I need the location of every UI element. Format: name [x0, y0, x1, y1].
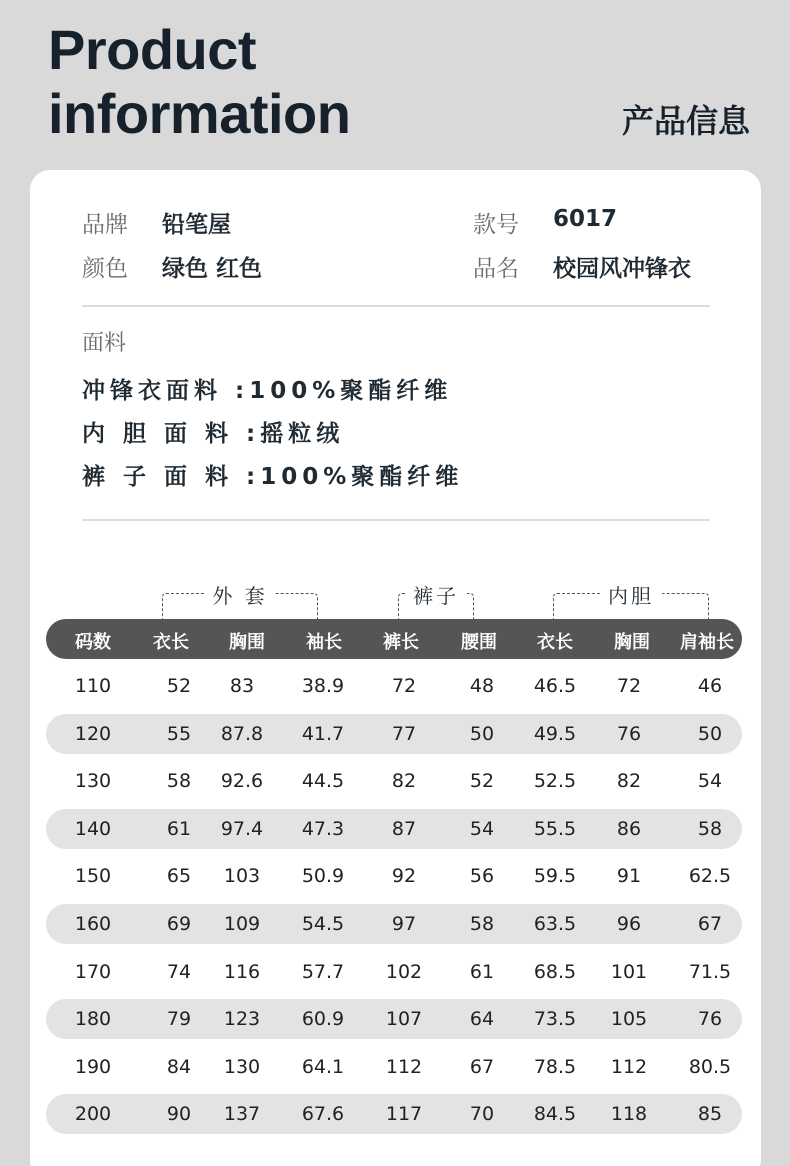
cell-lining-chest: 96 — [616, 913, 642, 935]
name-label: 品名 — [473, 256, 519, 282]
cell-size: 120 — [74, 722, 112, 745]
cell-jacket-sleeve: 64.1 — [301, 1055, 345, 1078]
divider-bottom — [82, 519, 710, 521]
color-label: 颜色 — [82, 256, 128, 282]
cell-jacket-chest: 87.8 — [220, 722, 264, 745]
cell-pants-waist: 56 — [469, 865, 495, 888]
header-lining-chest: 胸围 — [614, 632, 650, 653]
group-jacket-label: 外 套 — [204, 580, 275, 609]
product-card — [30, 170, 761, 1166]
group-pants-label: 裤子 — [405, 580, 467, 609]
cell-jacket-length: 90 — [166, 1103, 192, 1126]
title-line-2: information — [48, 82, 351, 145]
cell-lining-chest: 82 — [616, 770, 642, 793]
table-row — [46, 952, 742, 992]
cell-jacket-chest: 97.4 — [220, 817, 264, 840]
cell-jacket-length: 84 — [166, 1055, 192, 1078]
cell-jacket-sleeve: 38.9 — [301, 675, 345, 697]
cell-lining-chest: 76 — [616, 722, 642, 745]
page-title-cn: 产品信息 — [621, 102, 750, 140]
fabric-line-lining: 内 胆 面 料 :摇粒绒 — [82, 421, 345, 447]
group-lining — [553, 584, 709, 621]
cell-jacket-length: 79 — [166, 1008, 192, 1031]
cell-lining-length: 78.5 — [533, 1055, 577, 1078]
cell-jacket-sleeve: 60.9 — [301, 1008, 345, 1031]
table-row — [46, 1047, 742, 1087]
cell-pants-length: 87 — [391, 817, 417, 840]
cell-pants-waist: 48 — [469, 675, 495, 697]
cell-lining-shoulder-sleeve: 58 — [697, 817, 723, 840]
fabric-line-pants: 裤 子 面 料 :100%聚酯纤维 — [82, 464, 464, 490]
cell-jacket-length: 61 — [166, 817, 192, 840]
cell-lining-chest: 86 — [616, 817, 642, 840]
cell-lining-length: 68.5 — [533, 960, 577, 983]
header-jacket-sleeve: 袖长 — [306, 632, 342, 653]
cell-lining-chest: 112 — [610, 1055, 648, 1078]
cell-pants-length: 107 — [385, 1008, 423, 1031]
fabric-label: 面料 — [82, 331, 127, 356]
table-row — [46, 809, 742, 849]
header-pants-waist: 腰围 — [461, 632, 497, 653]
cell-jacket-length: 69 — [166, 913, 192, 935]
cell-pants-length: 77 — [391, 722, 417, 745]
cell-size: 190 — [74, 1055, 112, 1078]
page-title-en — [48, 18, 350, 146]
cell-lining-length: 84.5 — [533, 1103, 577, 1126]
header-jacket-chest: 胸围 — [229, 632, 265, 653]
cell-pants-waist: 64 — [469, 1008, 495, 1031]
cell-lining-chest: 105 — [610, 1008, 648, 1031]
table-row — [46, 856, 742, 896]
cell-lining-chest: 72 — [616, 675, 642, 697]
cell-jacket-length: 52 — [166, 675, 192, 697]
cell-lining-chest: 118 — [610, 1103, 648, 1126]
brand-label: 品牌 — [82, 212, 128, 238]
cell-jacket-chest: 83 — [229, 675, 255, 697]
fabric-line-jacket: 冲锋衣面料 :100%聚酯纤维 — [82, 378, 453, 404]
group-jacket — [162, 584, 318, 621]
cell-jacket-sleeve: 67.6 — [301, 1103, 345, 1126]
cell-lining-shoulder-sleeve: 62.5 — [688, 865, 732, 888]
cell-lining-shoulder-sleeve: 85 — [697, 1103, 723, 1126]
header-size: 码数 — [75, 632, 111, 653]
cell-lining-shoulder-sleeve: 54 — [697, 770, 723, 793]
cell-pants-length: 82 — [391, 770, 417, 793]
group-pants — [398, 584, 474, 621]
cell-jacket-length: 55 — [166, 722, 192, 745]
cell-jacket-chest: 92.6 — [220, 770, 264, 793]
cell-lining-shoulder-sleeve: 46 — [697, 675, 723, 697]
cell-lining-shoulder-sleeve: 76 — [697, 1008, 723, 1031]
table-row — [46, 714, 742, 754]
group-lining-label: 内胆 — [600, 580, 662, 609]
cell-jacket-sleeve: 57.7 — [301, 960, 345, 983]
cell-size: 130 — [74, 770, 112, 793]
cell-pants-waist: 67 — [469, 1055, 495, 1078]
cell-lining-shoulder-sleeve: 80.5 — [688, 1055, 732, 1078]
cell-pants-length: 92 — [391, 865, 417, 888]
cell-lining-shoulder-sleeve: 67 — [697, 913, 723, 935]
cell-jacket-length: 65 — [166, 865, 192, 888]
cell-lining-length: 49.5 — [533, 722, 577, 745]
cell-jacket-sleeve: 54.5 — [301, 913, 345, 935]
cell-jacket-sleeve: 44.5 — [301, 770, 345, 793]
divider-top — [82, 305, 710, 307]
color-value: 绿色 红色 — [162, 256, 263, 282]
cell-jacket-chest: 116 — [223, 960, 261, 983]
cell-lining-shoulder-sleeve: 71.5 — [688, 960, 732, 983]
cell-pants-length: 117 — [385, 1103, 423, 1126]
cell-jacket-length: 58 — [166, 770, 192, 793]
cell-size: 200 — [74, 1103, 112, 1126]
cell-pants-length: 97 — [391, 913, 417, 935]
cell-size: 170 — [74, 960, 112, 983]
cell-jacket-chest: 123 — [223, 1008, 261, 1031]
cell-lining-shoulder-sleeve: 50 — [697, 722, 723, 745]
cell-pants-waist: 52 — [469, 770, 495, 793]
cell-lining-length: 52.5 — [533, 770, 577, 793]
cell-jacket-chest: 103 — [223, 865, 261, 888]
cell-pants-waist: 50 — [469, 722, 495, 745]
cell-pants-length: 112 — [385, 1055, 423, 1078]
table-row — [46, 904, 742, 944]
table-row — [46, 1094, 742, 1134]
cell-lining-length: 59.5 — [533, 865, 577, 888]
table-row — [46, 761, 742, 801]
table-row — [46, 999, 742, 1039]
cell-jacket-sleeve: 41.7 — [301, 722, 345, 745]
name-value: 校园风冲锋衣 — [553, 256, 691, 282]
cell-pants-waist: 58 — [469, 913, 495, 935]
table-row — [46, 666, 742, 706]
cell-jacket-chest: 137 — [223, 1103, 261, 1126]
cell-jacket-chest: 130 — [223, 1055, 261, 1078]
cell-lining-length: 55.5 — [533, 817, 577, 840]
cell-size: 180 — [74, 1008, 112, 1031]
cell-jacket-sleeve: 47.3 — [301, 817, 345, 840]
cell-size: 110 — [74, 675, 112, 697]
title-line-1: Product — [48, 18, 257, 81]
cell-lining-chest: 91 — [616, 865, 642, 888]
cell-size: 160 — [74, 913, 112, 935]
header-pants-length: 裤长 — [383, 632, 419, 653]
cell-lining-length: 46.5 — [533, 675, 577, 697]
header-lining-length: 衣长 — [537, 632, 573, 653]
cell-lining-length: 73.5 — [533, 1008, 577, 1031]
cell-pants-length: 72 — [391, 675, 417, 697]
model-value: 6017 — [553, 206, 618, 232]
cell-jacket-chest: 109 — [223, 913, 261, 935]
cell-pants-waist: 61 — [469, 960, 495, 983]
model-label: 款号 — [473, 212, 519, 238]
table-header — [46, 619, 742, 659]
brand-value: 铅笔屋 — [162, 212, 231, 238]
cell-pants-length: 102 — [385, 960, 423, 983]
cell-jacket-sleeve: 50.9 — [301, 865, 345, 888]
cell-jacket-length: 74 — [166, 960, 192, 983]
header-jacket-length: 衣长 — [153, 632, 189, 653]
cell-pants-waist: 70 — [469, 1103, 495, 1126]
cell-lining-length: 63.5 — [533, 913, 577, 935]
cell-size: 140 — [74, 817, 112, 840]
header-lining-shoulder-sleeve: 肩袖长 — [680, 632, 734, 653]
cell-pants-waist: 54 — [469, 817, 495, 840]
cell-lining-chest: 101 — [610, 960, 648, 983]
cell-size: 150 — [74, 865, 112, 888]
